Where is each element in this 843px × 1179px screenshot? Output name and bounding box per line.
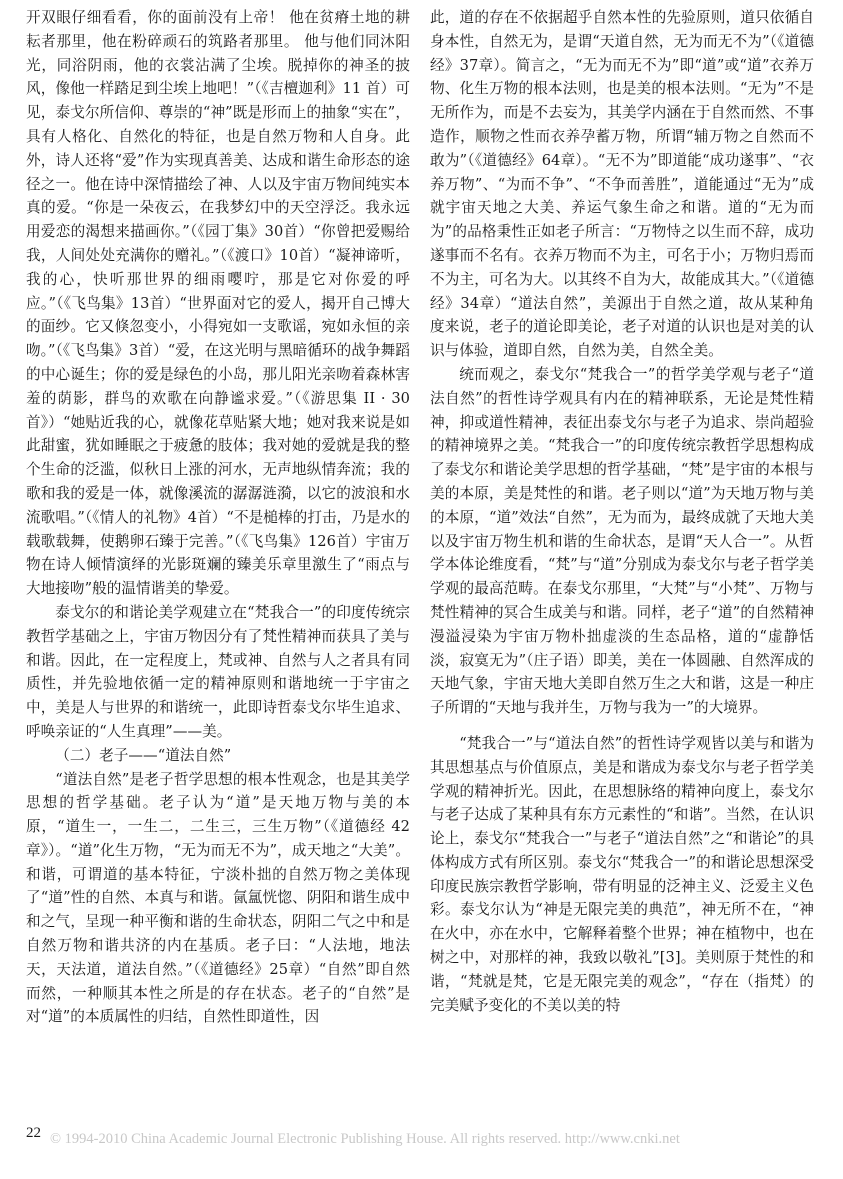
paragraph: 开双眼仔细看看，你的面前没有上帝！ 他在贫瘠土地的耕耘者那里，他在粉碎顽石的筑路者那里。 他与他们同沐阳光，同浴阴雨，他的衣裳沾满了尘埃。脱掉你的神圣的披风，像他一样踏足到尘埃上地吧！”（《吉檀迦利》11 首）可见，泰戈尔所信仰、尊崇的“神”既是形而上的抽象“实在”，具有人格化、自然化的特征，也是自然万物和人自身。此外，诗人还将“爱”作为实现真善美、达成和谐生命形态的途径之一。他在诗中深情描绘了神、人以及宇宙万物间纯实本真的爱。“你是一朵夜云，在我梦幻中的天空浮泛。我永远用爱恋的渴想来描画你。”（《园丁集》30首）“你曾把爱赐给我，人间处处充满你的赠礼。”（《渡口》10首）“凝神谛听，我的心，快听那世界的细雨嘤咛，那是它对你爱的呼应。”（《飞鸟集》13首）“世界面对它的爱人，揭开自己博大的面纱。它又倏忽变小，小得宛如一支歌谣，宛如永恒的亲吻。”（《飞鸟集》3首）“爱，在这光明与黑暗循环的战争舞蹈的中心诞生；你的爱是绿色的小岛，那儿阳光亲吻着森林害羞的荫影，群鸟的欢歌在向静谧求爱。”（《游思集 II · 30首》）“她贴近我的心，就像花草贴紧大地；她对我来说是如此甜蜜，犹如睡眠之于疲惫的肢体；我对她的爱就是我的整个生命的泛滥，似秋日上涨的河水，无声地纵情奔流；我的歌和我的爱是一体，就像溪流的潺潺涟漪，以它的波浪和水流歌唱。”（《情人的礼物》4首）“不是槌棒的打击，乃是水的载歌载舞，使鹅卵石臻于完善。”（《飞鸟集》126首）宇宙万物在诗人倾情演绎的光影斑斓的臻美乐章里激生了“雨点与大地接吻”般的温情谐美的挚爱。	[26, 9, 410, 598]
paragraph: “梵我合一”与“道法自然”的哲性诗学观皆以美与和谐为其思想基点与价值原点，美是和谐成为泰戈尔与老子哲学美学观的精神折光。因此，在思想脉络的精神向度上，泰戈尔与老子达成了某种具有东方元素性的“和谐”。当然，在认识论上，泰戈尔“梵我合一”与老子“道法自然”之“和谐论”的具体构成方式有所区别。泰戈尔“梵我合一”的和谐论思想深受印度民族宗教哲学影响，带有明显的泛神主义、泛爱主义色彩。泰戈尔认为“神是无限完美的典范”，神无所不在，“神在火中，亦在水中，它解释着整个世界；神在植物中，也在树之中，对那样的神，我致以敬礼”[3]。美则原于梵性的和谐，“梵就是梵，它是无限完美的观念”，“存在（指梵）的完美赋予变化的不美以美的特	[430, 734, 814, 1014]
paragraph: “道法自然”是老子哲学思想的根本性观念，也是其美学思想的哲学基础。老子认为“道”是天地万物与美的本原，“道生一，一生二，二生三，三生万物”（《道德经 42章》）。“道”化生万物，“无为而无不为”，成天地之“大美”。和谐，可谓道的基本特征，宁淡朴拙的自然万物之美体现了“道”性的自然、本真与和谐。氤氲恍惚、阴阳和谐生成中和之气，呈现一种平衡和谐的生命状态，阴阳二气之中和是自然万物和谐共济的内在基质。老子曰：“人法地，地法天，天法道，道法自然。”（《道德经》25章）“自然”即自然而然，一种顺其本性之所是的存在状态。老子的“自然”是对“道”的本质属性的归结，自然性即道性，因	[26, 770, 410, 1026]
paragraph: 泰戈尔的和谐论美学观建立在“梵我合一”的印度传统宗教哲学基础之上，宇宙万物因分有了梵性精神而获具了美与和谐。因此，在一定程度上，梵或神、自然与人之者具有同质性，并先验地依循一定的精神原则和谐地统一于宇宙之中，美是人与世界的和谐统一，此即诗哲泰戈尔毕生追求、呼唤亲证的“人生真理”——美。	[26, 603, 410, 740]
paragraph-gap	[430, 720, 814, 732]
paragraph: 此，道的存在不依据超乎自然本性的先验原则，道只依循自身本性，自然无为，是谓“天道自然，无为而无不为”（《道德经》37章）。简言之，“无为而无不为”即“道”或“道”衣养万物、化生万物的根本法则，也是美的根本法则。“无为”不是无所作为，而是不去妄为，其美学内涵在于自然而然、不事造作，顺物之性而衣养孕蓄万物，所谓“辅万物之自然而不敢为”（《道德经》64章）。“无不为”即道能“成功遂事”、“衣养万物”、“为而不争”、“不争而善胜”，道能通过“无为”成就宇宙天地之大美、养运气象生命之和谐。道的“无为而为”的品格秉性正如老子所言：“万物恃之以生而不辞，成功遂事而不名有。衣养万物而不为主，可名于小；万物归焉而不为主，可名为大。以其终不自为大，故能成其大。”（《道德经》34章）“道法自然”，美源出于自然之道，故从某种角度来说，老子的道论即美论，老子对道的认识也是对美的认识与体验，道即自然，自然为美，自然全美。	[430, 9, 814, 360]
paragraph: 统而观之，泰戈尔“梵我合一”的哲学美学观与老子“道法自然”的哲性诗学观具有内在的精神联系，无论是梵性精神，抑或道性精神，表征出泰戈尔与老子为追求、崇尚超验的精神境界之美。“梵我合一”的印度传统宗教哲学思想构成了泰戈尔和谐论美学思想的哲学基础，“梵”是宇宙的本根与美的本原，美是梵性的和谐。老子则以“道”为天地万物与美的本原，“道”效法“自然”，无为而为，最终成就了天地大美以及宇宙万物生机和谐的生命状态，是谓“天人合一”。从哲学本体论维度看，“梵”与“道”分别成为泰戈尔与老子哲学美学观的最高范畴。在泰戈尔那里，“大梵”与“小梵”、万物与梵性精神的冥合生成美与和谐。同样，老子“道”的自然精神漫溢浸染为宇宙万物朴拙虚淡的生态品格，道的“虚静恬淡，寂寞无为”（庄子语）即美，美在一体圆融、自然浑成的天地气象，宇宙天地大美即自然万生之大和谐，这是一种庄子所谓的“天地与我并生，万物与我为一”的大境界。	[430, 365, 814, 717]
right-column	[430, 6, 814, 1017]
page-number: 22	[26, 1125, 41, 1141]
section-heading: （二）老子——“道法自然”	[55, 746, 232, 764]
copyright-watermark: © 1994-2010 China Academic Journal Electronic Publishing House. All rights reserved. http://www.cnki.net	[50, 1131, 680, 1147]
left-column	[26, 6, 410, 1029]
